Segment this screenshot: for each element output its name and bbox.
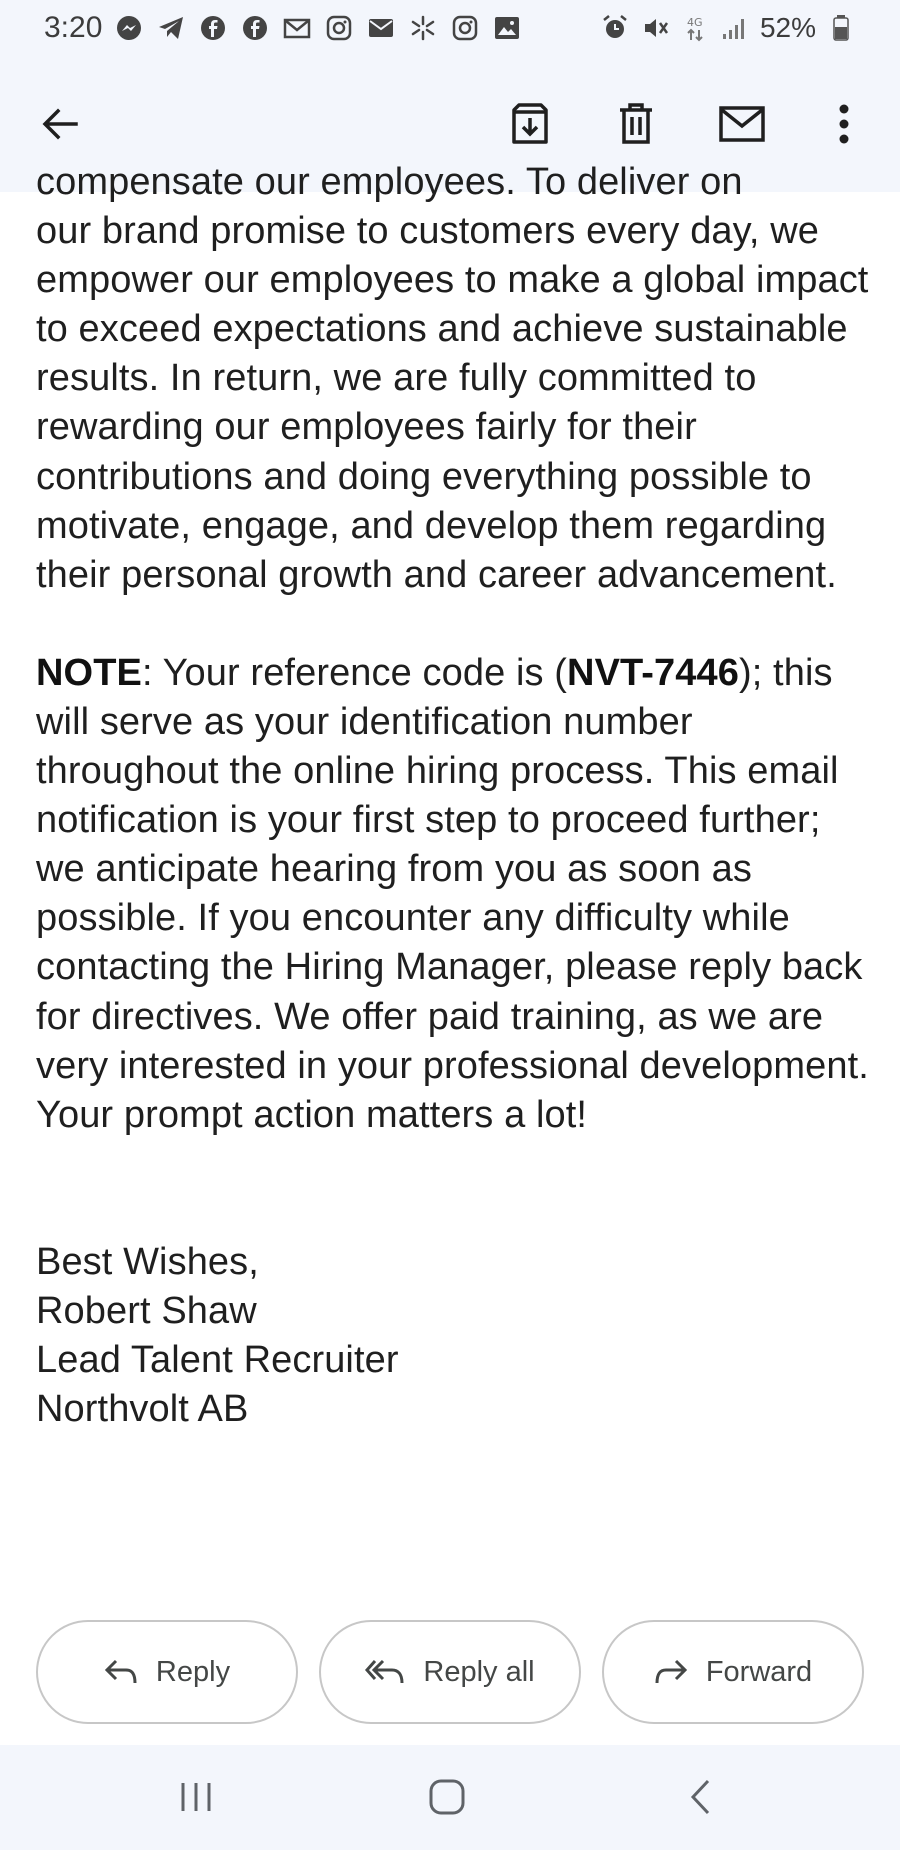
signature-closing: Best Wishes, bbox=[36, 1240, 259, 1283]
instagram-icon bbox=[324, 13, 354, 43]
reply-label: Reply bbox=[155, 1655, 231, 1688]
system-nav-bar bbox=[0, 1745, 900, 1850]
email-text bbox=[36, 158, 876, 1434]
telegram-icon bbox=[156, 13, 186, 43]
reply-icon bbox=[104, 1658, 138, 1686]
archive-icon bbox=[508, 102, 552, 146]
forward-icon bbox=[654, 1658, 688, 1686]
more-vertical-icon bbox=[838, 104, 850, 144]
battery-icon bbox=[826, 13, 856, 43]
note-paragraph: NOTE: Your reference code is (NVT-7446); this will serve as your identification number throughout the online hiring process. This email notification is your first step to proceed further; we anticipate hearing from you as soon as possible. If you encounter any difficulty while contacting the Hiring Manager, please reply back for directives. We offer paid training, as we are very interested in your professional development. Your prompt action matters a lot! bbox=[36, 651, 869, 1136]
back-button[interactable] bbox=[28, 92, 92, 156]
status-bar bbox=[0, 0, 900, 56]
mute-icon bbox=[640, 13, 670, 43]
signature bbox=[36, 1238, 876, 1434]
more-options-button[interactable] bbox=[812, 92, 876, 156]
signature-title: Lead Talent Recruiter bbox=[36, 1338, 399, 1381]
status-time: 3:20 bbox=[44, 11, 103, 44]
gallery-icon bbox=[492, 13, 522, 43]
home-icon bbox=[428, 1778, 466, 1816]
messenger-icon bbox=[114, 13, 144, 43]
delete-icon bbox=[616, 102, 656, 146]
reply-button[interactable] bbox=[36, 1620, 298, 1724]
back-chevron-icon bbox=[688, 1778, 712, 1816]
svg-text:4G: 4G bbox=[686, 16, 703, 29]
mark-unread-button[interactable] bbox=[710, 92, 774, 156]
home-button[interactable] bbox=[407, 1767, 487, 1827]
forward-label: Forward bbox=[705, 1655, 813, 1688]
reply-all-label: Reply all bbox=[423, 1655, 535, 1688]
signal-icon bbox=[720, 13, 750, 43]
gmail-icon bbox=[282, 13, 312, 43]
data-icon bbox=[680, 13, 710, 43]
delete-button[interactable] bbox=[604, 92, 668, 156]
reply-all-button[interactable] bbox=[319, 1620, 581, 1724]
forward-button[interactable] bbox=[602, 1620, 864, 1724]
mail-icon bbox=[718, 104, 766, 144]
signature-company: Northvolt AB bbox=[36, 1388, 249, 1431]
facebook-icon bbox=[198, 13, 228, 43]
recents-icon bbox=[178, 1780, 214, 1814]
email-body bbox=[0, 161, 900, 1745]
reply-actions bbox=[36, 1620, 864, 1724]
note-label: NOTE bbox=[36, 651, 142, 694]
back-nav-button[interactable] bbox=[660, 1767, 740, 1827]
mail-icon bbox=[366, 13, 396, 43]
battery-percent: 52% bbox=[759, 12, 816, 43]
recents-button[interactable] bbox=[156, 1767, 236, 1827]
body-paragraph: our brand promise to customers every day, we empower our employees to make a global impact to exceed expectations and achieve sustainable results. In return, we are fully committed to rewarding our employees fairly for their contributions and doing everything possible to motivate, engage, and develop them regarding their personal growth and career advancement. bbox=[36, 210, 869, 596]
reference-code: NVT-7446 bbox=[567, 651, 739, 694]
facebook-icon bbox=[240, 13, 270, 43]
reply-all-icon bbox=[365, 1658, 405, 1686]
system-status-icons bbox=[600, 12, 856, 44]
sparkle-icon bbox=[408, 13, 438, 43]
back-arrow-icon bbox=[40, 104, 80, 144]
archive-button[interactable] bbox=[498, 92, 562, 156]
signature-name: Robert Shaw bbox=[36, 1289, 257, 1332]
alarm-icon bbox=[600, 13, 630, 43]
partial-line: compensate our employees. To deliver on bbox=[36, 161, 743, 203]
instagram-icon bbox=[450, 13, 480, 43]
notification-icons bbox=[114, 13, 522, 43]
